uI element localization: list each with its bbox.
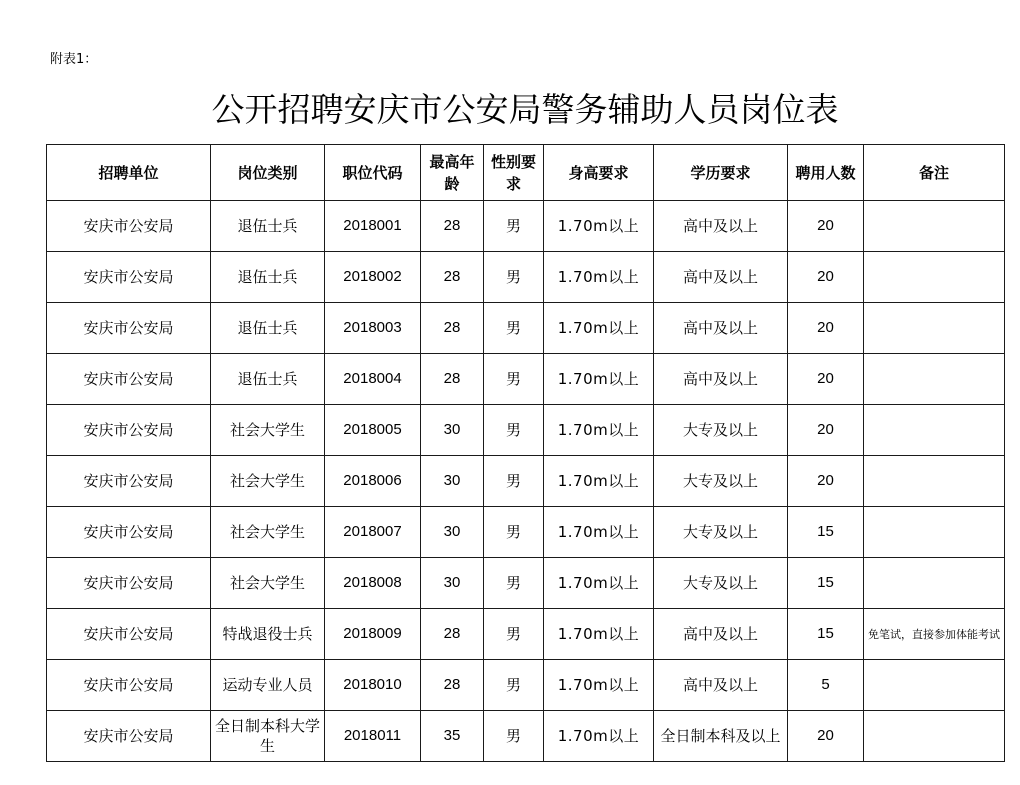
cell-unit: 安庆市公安局 [47, 609, 211, 660]
cell-remark [864, 660, 1005, 711]
cell-height: 1.70m以上 [544, 609, 654, 660]
header-unit: 招聘单位 [47, 145, 211, 201]
cell-category: 社会大学生 [211, 558, 325, 609]
cell-max-age: 28 [421, 303, 484, 354]
cell-max-age: 28 [421, 609, 484, 660]
cell-unit: 安庆市公安局 [47, 405, 211, 456]
cell-count: 15 [788, 507, 864, 558]
cell-unit: 安庆市公安局 [47, 252, 211, 303]
cell-max-age: 30 [421, 507, 484, 558]
cell-unit: 安庆市公安局 [47, 660, 211, 711]
cell-education: 高中及以上 [654, 201, 788, 252]
cell-education: 大专及以上 [654, 507, 788, 558]
cell-code: 2018005 [325, 405, 421, 456]
table-row [47, 558, 1005, 609]
cell-count: 20 [788, 456, 864, 507]
cell-max-age: 30 [421, 405, 484, 456]
cell-count: 20 [788, 201, 864, 252]
table-row [47, 507, 1005, 558]
cell-code: 2018011 [325, 711, 421, 762]
cell-gender: 男 [484, 660, 544, 711]
cell-category: 退伍士兵 [211, 201, 325, 252]
table-row [47, 303, 1005, 354]
table-row [47, 201, 1005, 252]
cell-category: 社会大学生 [211, 456, 325, 507]
positions-table [46, 144, 1005, 762]
cell-unit: 安庆市公安局 [47, 711, 211, 762]
table-header-row [47, 145, 1005, 201]
cell-height: 1.70m以上 [544, 711, 654, 762]
cell-education: 高中及以上 [654, 252, 788, 303]
cell-code: 2018003 [325, 303, 421, 354]
cell-count: 20 [788, 711, 864, 762]
header-max-age: 最高年龄 [421, 145, 484, 201]
header-count: 聘用人数 [788, 145, 864, 201]
cell-code: 2018006 [325, 456, 421, 507]
cell-code: 2018007 [325, 507, 421, 558]
cell-height: 1.70m以上 [544, 558, 654, 609]
cell-unit: 安庆市公安局 [47, 507, 211, 558]
cell-unit: 安庆市公安局 [47, 201, 211, 252]
cell-gender: 男 [484, 201, 544, 252]
cell-code: 2018008 [325, 558, 421, 609]
header-height: 身高要求 [544, 145, 654, 201]
header-category: 岗位类别 [211, 145, 325, 201]
cell-height: 1.70m以上 [544, 354, 654, 405]
cell-education: 大专及以上 [654, 405, 788, 456]
cell-height: 1.70m以上 [544, 456, 654, 507]
cell-gender: 男 [484, 558, 544, 609]
cell-max-age: 30 [421, 558, 484, 609]
cell-remark: 免笔试，直接参加体能考试 [864, 609, 1005, 660]
attachment-label: 附表1： [50, 52, 98, 67]
cell-height: 1.70m以上 [544, 201, 654, 252]
cell-count: 20 [788, 405, 864, 456]
cell-remark [864, 711, 1005, 762]
table-row [47, 456, 1005, 507]
cell-remark [864, 507, 1005, 558]
cell-count: 15 [788, 609, 864, 660]
cell-count: 20 [788, 354, 864, 405]
cell-height: 1.70m以上 [544, 660, 654, 711]
cell-remark [864, 303, 1005, 354]
cell-height: 1.70m以上 [544, 252, 654, 303]
cell-category: 全日制本科大学生 [211, 711, 325, 762]
cell-max-age: 35 [421, 711, 484, 762]
cell-category: 社会大学生 [211, 507, 325, 558]
cell-education: 大专及以上 [654, 456, 788, 507]
header-code: 职位代码 [325, 145, 421, 201]
cell-remark [864, 558, 1005, 609]
cell-gender: 男 [484, 303, 544, 354]
cell-category: 退伍士兵 [211, 303, 325, 354]
cell-height: 1.70m以上 [544, 303, 654, 354]
cell-education: 大专及以上 [654, 558, 788, 609]
cell-height: 1.70m以上 [544, 405, 654, 456]
table-row [47, 711, 1005, 762]
cell-code: 2018009 [325, 609, 421, 660]
cell-gender: 男 [484, 405, 544, 456]
cell-category: 运动专业人员 [211, 660, 325, 711]
cell-category: 退伍士兵 [211, 252, 325, 303]
cell-count: 20 [788, 303, 864, 354]
cell-education: 高中及以上 [654, 609, 788, 660]
cell-remark [864, 354, 1005, 405]
cell-unit: 安庆市公安局 [47, 303, 211, 354]
cell-count: 5 [788, 660, 864, 711]
cell-count: 15 [788, 558, 864, 609]
cell-remark [864, 252, 1005, 303]
cell-code: 2018001 [325, 201, 421, 252]
header-education: 学历要求 [654, 145, 788, 201]
table-row [47, 252, 1005, 303]
cell-code: 2018010 [325, 660, 421, 711]
cell-category: 特战退役士兵 [211, 609, 325, 660]
header-gender: 性别要求 [484, 145, 544, 201]
cell-remark [864, 456, 1005, 507]
cell-max-age: 28 [421, 201, 484, 252]
table-row [47, 660, 1005, 711]
cell-code: 2018002 [325, 252, 421, 303]
cell-education: 高中及以上 [654, 660, 788, 711]
cell-gender: 男 [484, 609, 544, 660]
page-title: 公开招聘安庆市公安局警务辅助人员岗位表 [211, 90, 839, 129]
cell-unit: 安庆市公安局 [47, 456, 211, 507]
cell-unit: 安庆市公安局 [47, 354, 211, 405]
cell-unit: 安庆市公安局 [47, 558, 211, 609]
cell-gender: 男 [484, 252, 544, 303]
cell-code: 2018004 [325, 354, 421, 405]
cell-max-age: 28 [421, 660, 484, 711]
cell-gender: 男 [484, 354, 544, 405]
table-row [47, 354, 1005, 405]
cell-gender: 男 [484, 456, 544, 507]
table-row [47, 405, 1005, 456]
header-remark: 备注 [864, 145, 1005, 201]
cell-education: 全日制本科及以上 [654, 711, 788, 762]
cell-category: 退伍士兵 [211, 354, 325, 405]
cell-gender: 男 [484, 507, 544, 558]
cell-count: 20 [788, 252, 864, 303]
cell-education: 高中及以上 [654, 303, 788, 354]
cell-remark [864, 201, 1005, 252]
cell-max-age: 28 [421, 354, 484, 405]
cell-category: 社会大学生 [211, 405, 325, 456]
cell-remark [864, 405, 1005, 456]
cell-max-age: 30 [421, 456, 484, 507]
cell-education: 高中及以上 [654, 354, 788, 405]
cell-gender: 男 [484, 711, 544, 762]
cell-height: 1.70m以上 [544, 507, 654, 558]
table-row [47, 609, 1005, 660]
cell-max-age: 28 [421, 252, 484, 303]
